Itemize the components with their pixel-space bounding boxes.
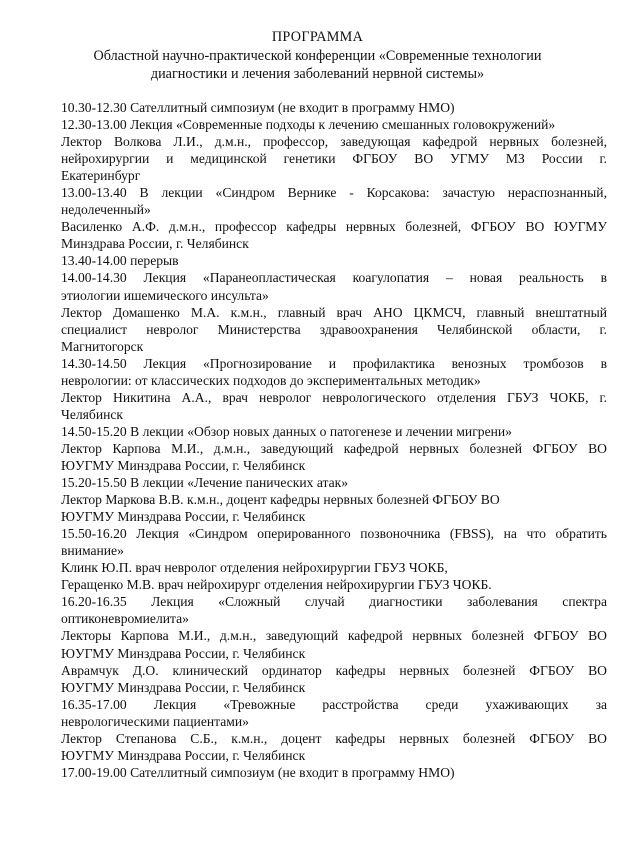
- program-line: Лектор Маркова В.В. к.м.н., доцент кафедры нервных болезней ФГБОУ ВО: [61, 492, 500, 508]
- program-line: 13.00-13.40 В лекции «Синдром Вернике - Корсакова: зачастую нераспознанный,: [61, 185, 607, 201]
- program-line: специалист невролог Министерства здравоохранения Челябинской области, г.: [61, 321, 607, 337]
- program-line: ЮУГМУ Минздрава России, г. Челябинск: [61, 645, 306, 661]
- program-line: Лекторы Карпова М.И., д.м.н., заведующий кафедрой нервных болезней ФГБОУ ВО: [61, 628, 607, 644]
- program-line: недолеченный»: [61, 202, 151, 218]
- program-line: ЮУГМУ Минздрава России, г. Челябинск: [61, 457, 306, 473]
- program-line: 14.00-14.30 Лекция «Паранеопластическая коагулопатия – новая реальность в: [61, 270, 607, 286]
- program-line: Клинк Ю.П. врач невролог отделения нейрохирургии ГБУЗ ЧОКБ,: [61, 560, 448, 576]
- program-line: Лектор Степанова С.Б., к.м.н., доцент кафедры нервных болезней ФГБОУ ВО: [61, 730, 607, 746]
- program-line: неврологическими пациентами»: [61, 713, 249, 729]
- program-line: ЮУГМУ Минздрава России, г. Челябинск: [61, 747, 306, 763]
- program-line: нейрохирургии и медицинской генетики ФГБОУ ВО УГМУ МЗ России г.: [61, 151, 607, 167]
- program-line: 14.50-15.20 В лекции «Обзор новых данных о патогенезе и лечении мигрени»: [61, 423, 512, 439]
- program-line: 16.20-16.35 Лекция «Сложный случай диагностики заболевания спектра: [61, 594, 607, 610]
- program-line: ЮУГМУ Минздрава России, г. Челябинск: [61, 679, 306, 695]
- program-line: 15.20-15.50 В лекции «Лечение панических атак»: [61, 475, 349, 491]
- program-line: Геращенко М.В. врач нейрохирург отделения нейрохирургии ГБУЗ ЧОКБ.: [61, 577, 492, 593]
- program-line: этиологии ишемического инсульта»: [61, 287, 269, 303]
- program-line: Минздрава России, г. Челябинск: [61, 236, 249, 252]
- document-subtitle-line-2: диагностики и лечения заболеваний нервной системы»: [150, 66, 485, 82]
- program-line: Челябинск: [61, 406, 124, 422]
- program-line: 14.30-14.50 Лекция «Прогнозирование и профилактика венозных тромбозов в: [61, 355, 607, 371]
- document-subtitle-line-1: Областной научно-практической конференции «Современные технологии: [93, 47, 542, 64]
- program-line: Василенко А.Ф. д.м.н., профессор кафедры нервных болезней, ФГБОУ ВО ЮУГМУ: [61, 219, 607, 235]
- program-line: неврологии: от классических подходов до экспериментальных методик»: [61, 372, 481, 388]
- program-line: Аврамчук Д.О. клинический ординатор кафедры нервных болезней ФГБОУ ВО: [61, 662, 607, 678]
- program-line: Екатеринбург: [61, 168, 141, 184]
- program-line: ЮУГМУ Минздрава России, г. Челябинск: [61, 509, 306, 525]
- document-header: [40, 28, 595, 84]
- program-line: Лектор Никитина А.А., врач невролог неврологического отделения ГБУЗ ЧОКБ, г.: [61, 389, 607, 405]
- program-line: 10.30-12.30 Сателлитный симпозиум (не входит в программу НМО): [61, 100, 455, 115]
- program-line: Магнитогорск: [61, 338, 144, 354]
- program-line: Лектор Волкова Л.И., д.м.н., профессор, заведующая кафедрой нервных болезней,: [61, 134, 607, 150]
- program-line: 15.50-16.20 Лекция «Синдром оперированного позвоночника (FBSS), на что обратить: [61, 526, 607, 542]
- program-schedule: [61, 99, 607, 781]
- program-line: 16.35-17.00 Лекция «Тревожные расстройства среди ухаживающих за: [61, 696, 607, 712]
- program-line: Лектор Карпова М.И., д.м.н., заведующий кафедрой нервных болезней ФГБОУ ВО: [61, 440, 607, 456]
- program-line: 12.30-13.00 Лекция «Современные подходы к лечению смешанных головокружений»: [61, 117, 556, 133]
- program-line: оптиконевромиелита»: [61, 611, 189, 627]
- program-line: 17.00-19.00 Сателлитный симпозиум (не входит в программу НМО): [61, 764, 455, 780]
- document-title: ПРОГРАММА: [271, 29, 364, 45]
- program-line: 13.40-14.00 перерыв: [61, 253, 179, 269]
- program-line: внимание»: [61, 543, 124, 559]
- program-line: Лектор Домашенко М.А. к.м.н., главный врач АНО ЦКМСЧ, главный внештатный: [61, 304, 607, 320]
